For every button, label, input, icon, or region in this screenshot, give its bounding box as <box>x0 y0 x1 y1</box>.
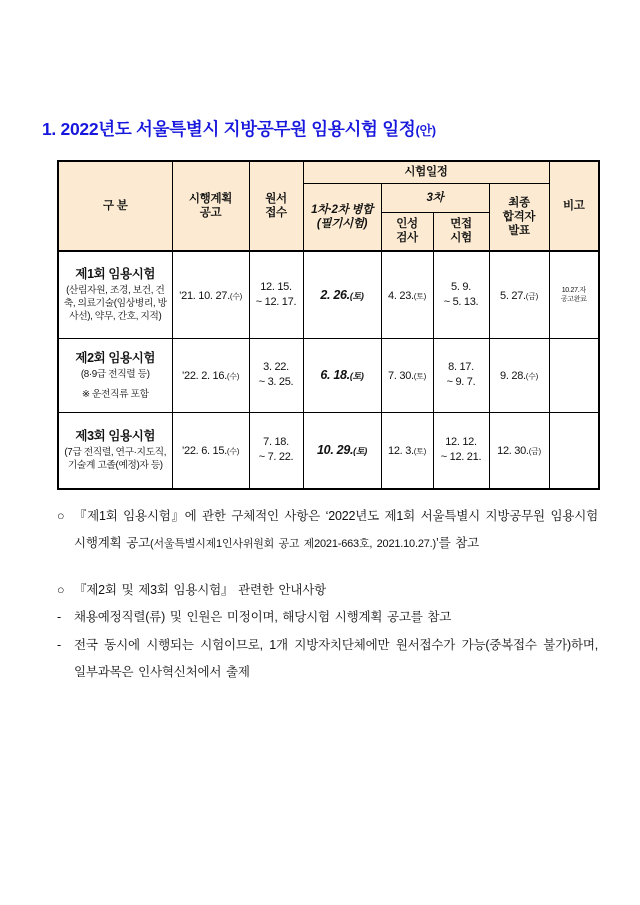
exam1-interview-range <box>433 251 489 338</box>
exam3-desc: (7급 전직렬, 연구·지도직, 기술계 고졸(예정)자 등) <box>64 447 167 472</box>
table-row-exam3 <box>58 412 599 489</box>
notes-section <box>57 503 598 686</box>
exam2-written-date-day: (토) <box>349 371 364 381</box>
exam1-plan-date-main: ’21. 10. 27. <box>179 289 230 302</box>
exam2-final-date-day: (수) <box>525 372 538 381</box>
exam2-desc: (8·9급 전직렬 등) <box>80 368 150 380</box>
header-final-line2: 합격자 <box>502 210 536 223</box>
exam2-interview-line1: 8. 17. <box>448 361 474 373</box>
note-text <box>74 503 598 558</box>
header-remarks: 비고 <box>549 161 599 251</box>
header-final-line3: 발표 <box>508 224 530 237</box>
exam3-personality-date <box>381 412 433 489</box>
exam2-apply-range <box>249 338 303 412</box>
exam3-personality-date-day: (토) <box>413 447 426 457</box>
exam3-final-date-day: (금) <box>528 447 541 457</box>
exam1-final-date <box>489 251 549 338</box>
exam1-remark <box>549 251 599 338</box>
note1-text-after: ’를 참고 <box>436 536 479 550</box>
exam2-plan-date-day: (수) <box>226 372 240 381</box>
page-title-text: 1. 2022년도 서울특별시 지방공무원 임용시험 일정 <box>42 119 416 139</box>
exam1-written-date-main: 2. 26. <box>320 287 350 302</box>
exam2-personality-date-day: (토) <box>413 372 426 381</box>
exam3-final-date <box>489 412 549 489</box>
exam2-interview-range <box>433 338 489 412</box>
exam1-apply-line1: 12. 15. <box>260 280 292 293</box>
header-written-exam-line2: (필기시험) <box>316 217 368 230</box>
note-text: 채용예정직렬(류) 및 인원은 미정이며, 해당시험 시행계획 공고를 참고 <box>74 610 452 624</box>
circle-bullet-icon: ○ <box>57 509 65 523</box>
page-title-suffix: (안) <box>415 123 436 138</box>
header-plan-notice <box>172 161 249 251</box>
exam3-apply-line2: ~ 7. 22. <box>258 451 294 464</box>
exam1-interview-line1: 5. 9. <box>451 280 471 293</box>
exam1-written-date-day: (토) <box>349 290 364 301</box>
exam2-final-date-main: 9. 28. <box>500 370 526 382</box>
table-row-exam1 <box>58 251 599 338</box>
exam3-apply-range <box>249 412 303 489</box>
exam1-title: 제1회 임용시험 <box>75 267 156 282</box>
exam2-apply-line2: ~ 3. 25. <box>258 376 294 388</box>
header-interview-line2: 시험 <box>450 232 472 245</box>
exam3-title: 제3회 임용시험 <box>75 429 156 444</box>
table-row-exam2 <box>58 338 599 412</box>
exam3-apply-line1: 7. 18. <box>263 436 289 449</box>
circle-bullet-icon: ○ <box>57 583 65 597</box>
exam1-final-date-main: 5. 27. <box>500 289 526 302</box>
exam1-plan-date <box>172 251 249 338</box>
exam1-interview-line2: ~ 5. 13. <box>443 295 479 308</box>
header-interview <box>433 212 489 251</box>
exam2-extra: ※ 운전직류 포함 <box>81 388 149 400</box>
header-written-exam <box>303 183 381 251</box>
exam2-personality-date-main: 7. 30. <box>388 370 414 382</box>
exam1-apply-line2: ~ 12. 17. <box>255 295 297 308</box>
header-written-exam-line1: 1차·2차 병합 <box>311 203 373 216</box>
header-final-line1: 최종 <box>508 196 530 209</box>
dash-bullet-icon: - <box>57 610 61 624</box>
exam2-remark <box>549 338 599 412</box>
note-item-exam1-detail <box>57 503 598 558</box>
header-interview-line1: 면접 <box>450 218 472 231</box>
exam1-desc: (산림자원, 조경, 보건, 건축, 의료기술(임상병리, 방사선), 약무, 간호, 지적) <box>63 285 167 323</box>
exam2-personality-date <box>381 338 433 412</box>
note-item-positions-tbd <box>57 604 598 631</box>
exam3-name-cell <box>58 412 172 489</box>
note-text: 전국 동시에 시행되는 시험이므로, 1개 지방자치단체에만 원서접수가 가능(중복접수 불가)하며, 일부과목은 인사혁신처에서 출제 <box>74 638 598 679</box>
note1-text-before: 『제1회 임용시험』에 관한 구체적인 사항은 ‘2022년도 제1회 서울특별시 지방공무원 임용시험 시행계획 공고 <box>74 509 598 550</box>
exam2-title: 제2회 임용시험 <box>75 350 156 365</box>
exam1-personality-date-day: (토) <box>413 291 426 301</box>
exam3-personality-date-main: 12. 3. <box>388 445 414 458</box>
exam2-final-date <box>489 338 549 412</box>
exam3-written-date-main: 10. 29. <box>317 443 354 458</box>
exam2-written-date-main: 6. 18. <box>320 368 350 382</box>
exam3-plan-date <box>172 412 249 489</box>
exam3-written-date <box>303 412 381 489</box>
exam3-final-date-main: 12. 30. <box>497 445 529 458</box>
note-text: 『제2회 및 제3회 임용시험』 관련한 안내사항 <box>74 583 326 597</box>
header-personality-line1: 인성 <box>396 218 418 231</box>
exam1-personality-date <box>381 251 433 338</box>
header-plan-notice-line1: 시행계획 <box>188 193 233 205</box>
exam1-personality-date-main: 4. 23. <box>388 289 414 302</box>
exam2-apply-line1: 3. 22. <box>263 361 289 373</box>
exam1-name-cell <box>58 251 172 338</box>
note1-text-small: (서울특별시제1인사위원회 공고 제2021-663호, 2021.10.27.) <box>150 538 436 550</box>
exam2-name-cell <box>58 338 172 412</box>
exam2-plan-date <box>172 338 249 412</box>
header-personality-test <box>381 212 433 251</box>
page-title <box>42 116 640 141</box>
exam3-plan-date-main: ’22. 6. 15. <box>181 445 227 458</box>
note-item-exam23-guide <box>57 577 598 604</box>
exam3-interview-line1: 12. 12. <box>445 436 477 449</box>
exam2-plan-date-main: ’22. 2. 16. <box>181 370 227 382</box>
exam1-plan-date-day: (수) <box>229 291 242 301</box>
note-item-nationwide <box>57 632 598 686</box>
header-category: 구 분 <box>58 161 172 251</box>
exam1-remark-line2: 공고완료 <box>560 295 587 303</box>
exam1-final-date-day: (금) <box>525 291 538 301</box>
exam-schedule-table <box>57 160 600 490</box>
header-exam-schedule: 시험일정 <box>303 161 549 183</box>
header-personality-line2: 검사 <box>396 232 418 245</box>
header-third-round: 3차 <box>381 183 489 212</box>
exam2-interview-line2: ~ 9. 7. <box>446 376 476 388</box>
header-final-announcement <box>489 183 549 251</box>
exam3-interview-range <box>433 412 489 489</box>
exam1-apply-range <box>249 251 303 338</box>
exam1-written-date <box>303 251 381 338</box>
exam1-remark-line1: 10.27.자 <box>561 286 586 294</box>
exam3-written-date-day: (토) <box>353 446 367 457</box>
exam2-written-date <box>303 338 381 412</box>
dash-bullet-icon: - <box>57 638 61 652</box>
header-application <box>249 161 303 251</box>
header-application-line2: 접수 <box>265 207 287 219</box>
header-plan-notice-line2: 공고 <box>199 207 222 219</box>
header-application-line1: 원서 <box>265 193 287 205</box>
exam3-plan-date-day: (수) <box>226 447 240 457</box>
exam3-remark <box>549 412 599 489</box>
exam3-interview-line2: ~ 12. 21. <box>440 451 482 464</box>
